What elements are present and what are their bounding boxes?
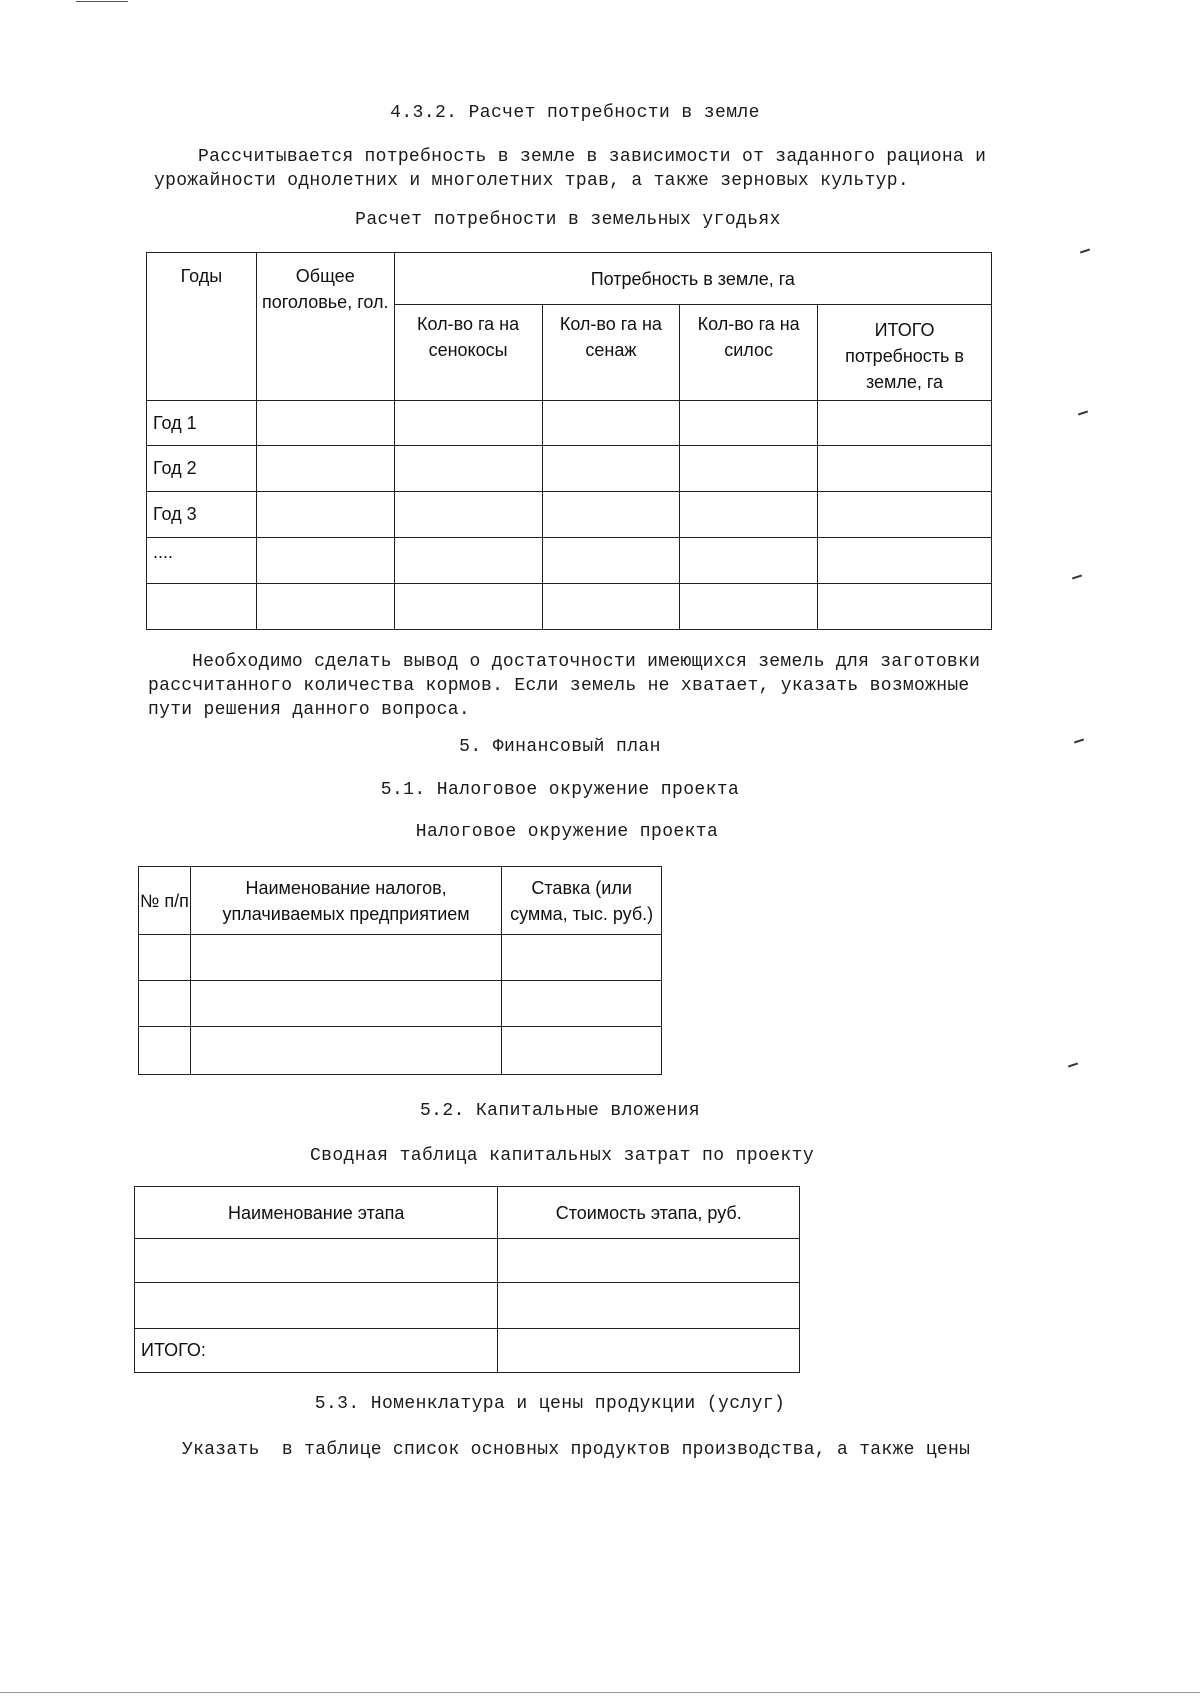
table-cell — [542, 492, 680, 538]
table-cell — [394, 401, 542, 446]
header-silage: Кол-во га на силос — [680, 305, 818, 401]
row-year-label: Год 2 — [147, 446, 257, 492]
table-cell — [256, 584, 394, 630]
table-cell — [256, 446, 394, 492]
table-row — [147, 584, 992, 630]
scan-artifact-line — [76, 1, 128, 2]
header-stage-cost: Стоимость этапа, руб. — [498, 1187, 800, 1239]
table-cell — [256, 538, 394, 584]
section-heading-5-2: 5.2. Капитальные вложения — [419, 1101, 701, 1121]
table-cell — [542, 446, 680, 492]
table-cell — [190, 1027, 501, 1075]
table-cell — [818, 584, 992, 630]
row-year-label: Год 1 — [147, 401, 257, 446]
section-5-3-text: Указать в таблице список основных продуктов производства, а также цены — [182, 1440, 971, 1460]
table-cell — [818, 538, 992, 584]
section-paragraph — [154, 145, 996, 193]
tax-environment-table — [138, 866, 662, 1075]
header-haylage: Кол-во га на сенаж — [542, 305, 680, 401]
table-cell — [680, 446, 818, 492]
table-row — [139, 981, 662, 1027]
row-total-label: ИТОГО: — [135, 1329, 498, 1373]
table-cell — [502, 935, 662, 981]
row-year-label: Год 3 — [147, 492, 257, 538]
table-cell — [190, 981, 501, 1027]
table-cell — [818, 492, 992, 538]
section-heading-5-1: 5.1. Налоговое окружение проекта — [380, 780, 740, 800]
scan-artifact-mark — [1078, 411, 1088, 416]
header-land-requirement: Потребность в земле, га — [394, 253, 991, 305]
scan-artifact-mark — [1068, 1063, 1078, 1068]
table-cell — [542, 401, 680, 446]
table-cell — [256, 492, 394, 538]
paragraph-line: пути решения данного вопроса. — [148, 700, 470, 720]
table-row — [135, 1239, 800, 1283]
table-cell — [818, 446, 992, 492]
land-requirement-table — [146, 252, 992, 630]
table-cell — [139, 981, 191, 1027]
row-label — [135, 1239, 498, 1283]
conclusion-paragraph — [148, 650, 990, 722]
table-cell — [542, 538, 680, 584]
header-total-herd: Общее поголовье, гол. — [256, 253, 394, 401]
table-row — [135, 1329, 800, 1373]
paragraph-line: Необходимо сделать вывод о достаточности имеющихся земель для заготовки — [192, 652, 981, 672]
table-cell — [498, 1329, 800, 1373]
header-hayfields: Кол-во га на сенокосы — [394, 305, 542, 401]
table-row — [147, 492, 992, 538]
header-tax-rate: Ставка (или сумма, тыс. руб.) — [502, 867, 662, 935]
table-cell — [680, 401, 818, 446]
table-cell — [498, 1283, 800, 1329]
row-year-label — [147, 584, 257, 630]
table-cell — [680, 492, 818, 538]
paragraph-line: Рассчитывается потребность в земле в зависимости от заданного рациона и — [198, 147, 987, 167]
table-title-land: Расчет потребности в земельных угодьях — [355, 210, 781, 230]
table-cell — [394, 584, 542, 630]
capital-costs-table — [134, 1186, 800, 1373]
table-title-capital: Сводная таблица капитальных затрат по проекту — [309, 1146, 815, 1166]
table-cell — [139, 935, 191, 981]
table-title-tax: Налоговое окружение проекта — [415, 822, 719, 842]
table-cell — [394, 538, 542, 584]
table-cell — [818, 401, 992, 446]
table-row — [139, 1027, 662, 1075]
table-cell — [139, 1027, 191, 1075]
table-row — [147, 538, 992, 584]
table-cell — [256, 401, 394, 446]
scan-artifact-mark — [1080, 249, 1090, 254]
table-cell — [502, 1027, 662, 1075]
scan-artifact-mark — [1072, 575, 1082, 580]
header-number: № п/п — [139, 867, 191, 935]
header-tax-name: Наименование налогов, уплачиваемых предприятием — [190, 867, 501, 935]
row-label — [135, 1283, 498, 1329]
paragraph-line: урожайности однолетних и многолетних трав, а также зерновых культур. — [154, 171, 909, 191]
paragraph-line: рассчитанного количества кормов. Если земель не хватает, указать возможные — [148, 676, 970, 696]
row-year-label: .... — [147, 538, 257, 584]
table-cell — [502, 981, 662, 1027]
section-heading-5-3: 5.3. Номенклатура и цены продукции (услуг) — [314, 1394, 786, 1414]
table-cell — [190, 935, 501, 981]
table-cell — [542, 584, 680, 630]
table-cell — [394, 446, 542, 492]
section-heading-5: 5. Финансовый план — [459, 737, 661, 757]
table-row — [135, 1283, 800, 1329]
header-stage-name: Наименование этапа — [135, 1187, 498, 1239]
table-cell — [394, 492, 542, 538]
table-row — [147, 401, 992, 446]
scan-artifact-bottom-line — [0, 1692, 1200, 1693]
section-heading-4-3-2: 4.3.2. Расчет потребности в земле — [390, 103, 760, 123]
header-total-land: ИТОГО потребность в земле, га — [818, 305, 992, 401]
table-cell — [680, 584, 818, 630]
table-cell — [498, 1239, 800, 1283]
table-row — [139, 935, 662, 981]
table-cell — [680, 538, 818, 584]
table-row — [147, 446, 992, 492]
header-years: Годы — [147, 253, 257, 401]
